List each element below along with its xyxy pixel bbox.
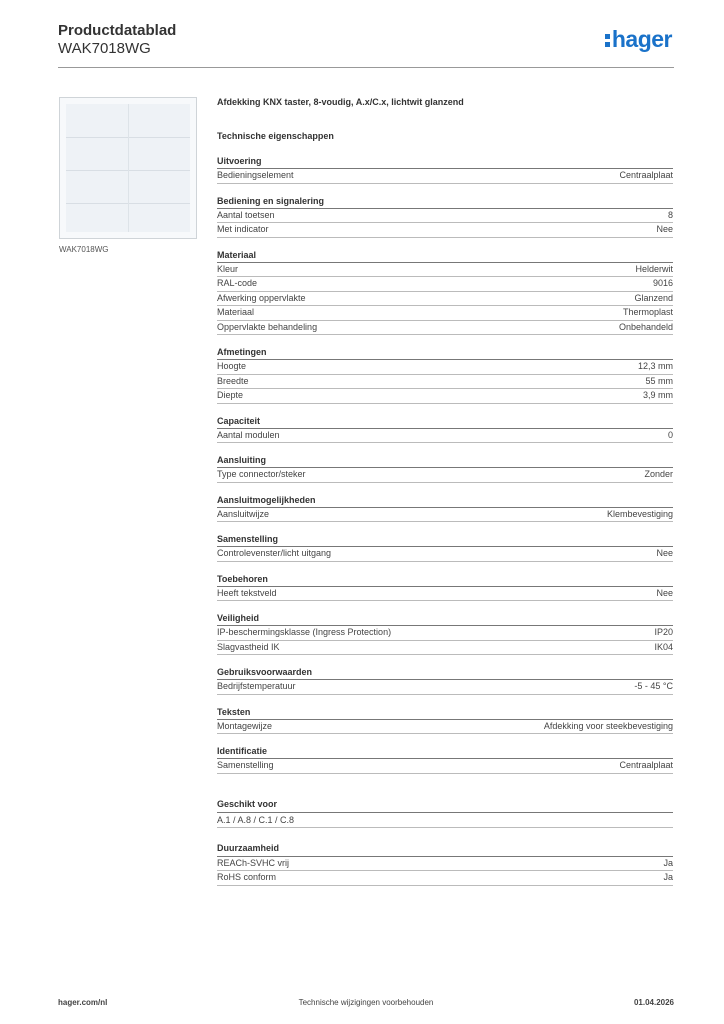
spec-section xyxy=(217,612,673,655)
spec-value: Centraalplaat xyxy=(619,170,673,180)
suitable-for-block xyxy=(217,798,673,828)
spec-label: REACh-SVHC vrij xyxy=(217,857,290,868)
spec-sections xyxy=(217,155,673,774)
spec-value: 3,9 mm xyxy=(642,390,673,400)
spec-row xyxy=(217,321,673,336)
section-title: Gebruiksvoorwaarden xyxy=(217,666,673,680)
spec-section xyxy=(217,346,673,404)
spec-label: Samenstelling xyxy=(217,760,274,770)
spec-row xyxy=(217,360,673,375)
spec-value: Afdekking voor steekbevestiging xyxy=(543,720,673,731)
suitable-for-value: A.1 / A.8 / C.1 / C.8 xyxy=(217,813,673,828)
product-image xyxy=(59,97,197,239)
spec-value: IP20 xyxy=(654,627,673,637)
page-header xyxy=(58,22,674,66)
durability-title: Duurzaamheid xyxy=(217,842,673,857)
section-title: Samenstelling xyxy=(217,533,673,547)
spec-label: IP-beschermingsklasse (Ingress Protection) xyxy=(217,627,392,637)
spec-section xyxy=(217,195,673,238)
footer-disclaimer: Technische wijzigingen voorbehouden xyxy=(298,998,434,1007)
spec-section xyxy=(217,573,673,602)
spec-value: 55 mm xyxy=(645,375,673,386)
spec-row xyxy=(217,587,673,602)
spec-label: Met indicator xyxy=(217,224,269,234)
spec-label: Bedieningselement xyxy=(217,170,294,180)
header-divider xyxy=(58,67,674,68)
durability-rows xyxy=(217,857,673,886)
spec-value: Klembevestiging xyxy=(606,508,673,519)
spec-value: 12,3 mm xyxy=(637,361,673,371)
spec-row xyxy=(217,871,673,886)
spec-label: Oppervlakte behandeling xyxy=(217,321,318,332)
spec-label: Breedte xyxy=(217,375,249,386)
spec-value: IK04 xyxy=(654,641,673,652)
image-caption: WAK7018WG xyxy=(59,245,109,254)
spec-label: Type connector/steker xyxy=(217,469,306,479)
spec-row xyxy=(217,263,673,278)
spec-label: Aantal toetsen xyxy=(217,209,275,220)
spec-row xyxy=(217,429,673,444)
spec-label: Kleur xyxy=(217,263,239,274)
spec-value: -5 - 45 °C xyxy=(634,681,673,691)
spec-value: Ja xyxy=(663,872,673,882)
spec-row xyxy=(217,209,673,224)
suitable-for-title: Geschikt voor xyxy=(217,798,673,813)
section-title: Aansluitmogelijkheden xyxy=(217,494,673,508)
spec-row xyxy=(217,306,673,321)
spec-row xyxy=(217,292,673,307)
spec-row xyxy=(217,508,673,523)
spec-label: Bedrijfstemperatuur xyxy=(217,681,296,691)
spec-label: Diepte xyxy=(217,390,244,400)
spec-value: 8 xyxy=(667,209,673,220)
spec-label: Montagewijze xyxy=(217,720,273,731)
spec-row xyxy=(217,169,673,184)
spec-label: Controlevenster/licht uitgang xyxy=(217,548,332,558)
logo-dots-icon xyxy=(605,32,610,48)
section-title: Toebehoren xyxy=(217,573,673,587)
spec-label: Heeft tekstveld xyxy=(217,587,277,598)
spec-value: Nee xyxy=(656,548,673,558)
spec-section xyxy=(217,666,673,695)
spec-row xyxy=(217,759,673,774)
spec-value: Ja xyxy=(663,857,673,868)
spec-content xyxy=(217,96,673,886)
footer-date: 01.04.2026 xyxy=(633,998,674,1007)
spec-row xyxy=(217,857,673,872)
spec-value: Nee xyxy=(656,224,673,234)
section-title: Afmetingen xyxy=(217,346,673,360)
section-title: Uitvoering xyxy=(217,155,673,169)
spec-label: Slagvastheid IK xyxy=(217,641,280,652)
spec-section xyxy=(217,533,673,562)
spec-section xyxy=(217,494,673,523)
product-code: WAK7018WG xyxy=(58,40,151,57)
spec-value: Centraalplaat xyxy=(619,760,673,770)
section-title: Teksten xyxy=(217,706,673,720)
spec-label: Aantal modulen xyxy=(217,429,280,440)
hager-logo xyxy=(605,26,672,53)
section-title: Identificatie xyxy=(217,745,673,759)
spec-label: Hoogte xyxy=(217,361,247,371)
spec-section xyxy=(217,415,673,444)
spec-section xyxy=(217,454,673,483)
product-image-plate xyxy=(66,104,190,232)
spec-value: Helderwit xyxy=(635,263,673,274)
spec-section xyxy=(217,706,673,735)
spec-value: Onbehandeld xyxy=(618,321,673,332)
spec-section xyxy=(217,745,673,774)
spec-row xyxy=(217,468,673,483)
spec-row xyxy=(217,547,673,562)
durability-block xyxy=(217,842,673,886)
spec-label: Materiaal xyxy=(217,307,255,317)
spec-label: Afwerking oppervlakte xyxy=(217,292,306,303)
spec-row xyxy=(217,720,673,735)
spec-row xyxy=(217,389,673,404)
spec-label: RoHS conform xyxy=(217,872,277,882)
section-title: Capaciteit xyxy=(217,415,673,429)
footer-website: hager.com/nl xyxy=(58,998,108,1007)
spec-value: Thermoplast xyxy=(622,307,673,317)
spec-row xyxy=(217,680,673,695)
spec-value: 0 xyxy=(667,429,673,440)
spec-section xyxy=(217,249,673,336)
spec-row xyxy=(217,223,673,238)
spec-value: Nee xyxy=(656,587,673,598)
spec-label: RAL-code xyxy=(217,278,258,288)
section-title: Materiaal xyxy=(217,249,673,263)
spec-section xyxy=(217,155,673,184)
section-title: Bediening en signalering xyxy=(217,195,673,209)
plate-divider xyxy=(128,104,129,232)
tech-properties-title: Technische eigenschappen xyxy=(217,131,334,141)
spec-label: Aansluitwijze xyxy=(217,508,270,519)
section-title: Veiligheid xyxy=(217,612,673,626)
spec-row xyxy=(217,277,673,292)
spec-row xyxy=(217,375,673,390)
spec-value: 9016 xyxy=(652,278,673,288)
spec-row xyxy=(217,626,673,641)
spec-row xyxy=(217,641,673,656)
document-title: Productdatablad xyxy=(58,22,177,39)
product-description: Afdekking KNX taster, 8-voudig, A.x/C.x, lichtwit glanzend xyxy=(217,97,464,107)
spec-value: Zonder xyxy=(644,469,673,479)
section-title: Aansluiting xyxy=(217,454,673,468)
spec-value: Glanzend xyxy=(634,292,673,303)
logo-text: hager xyxy=(611,26,672,52)
